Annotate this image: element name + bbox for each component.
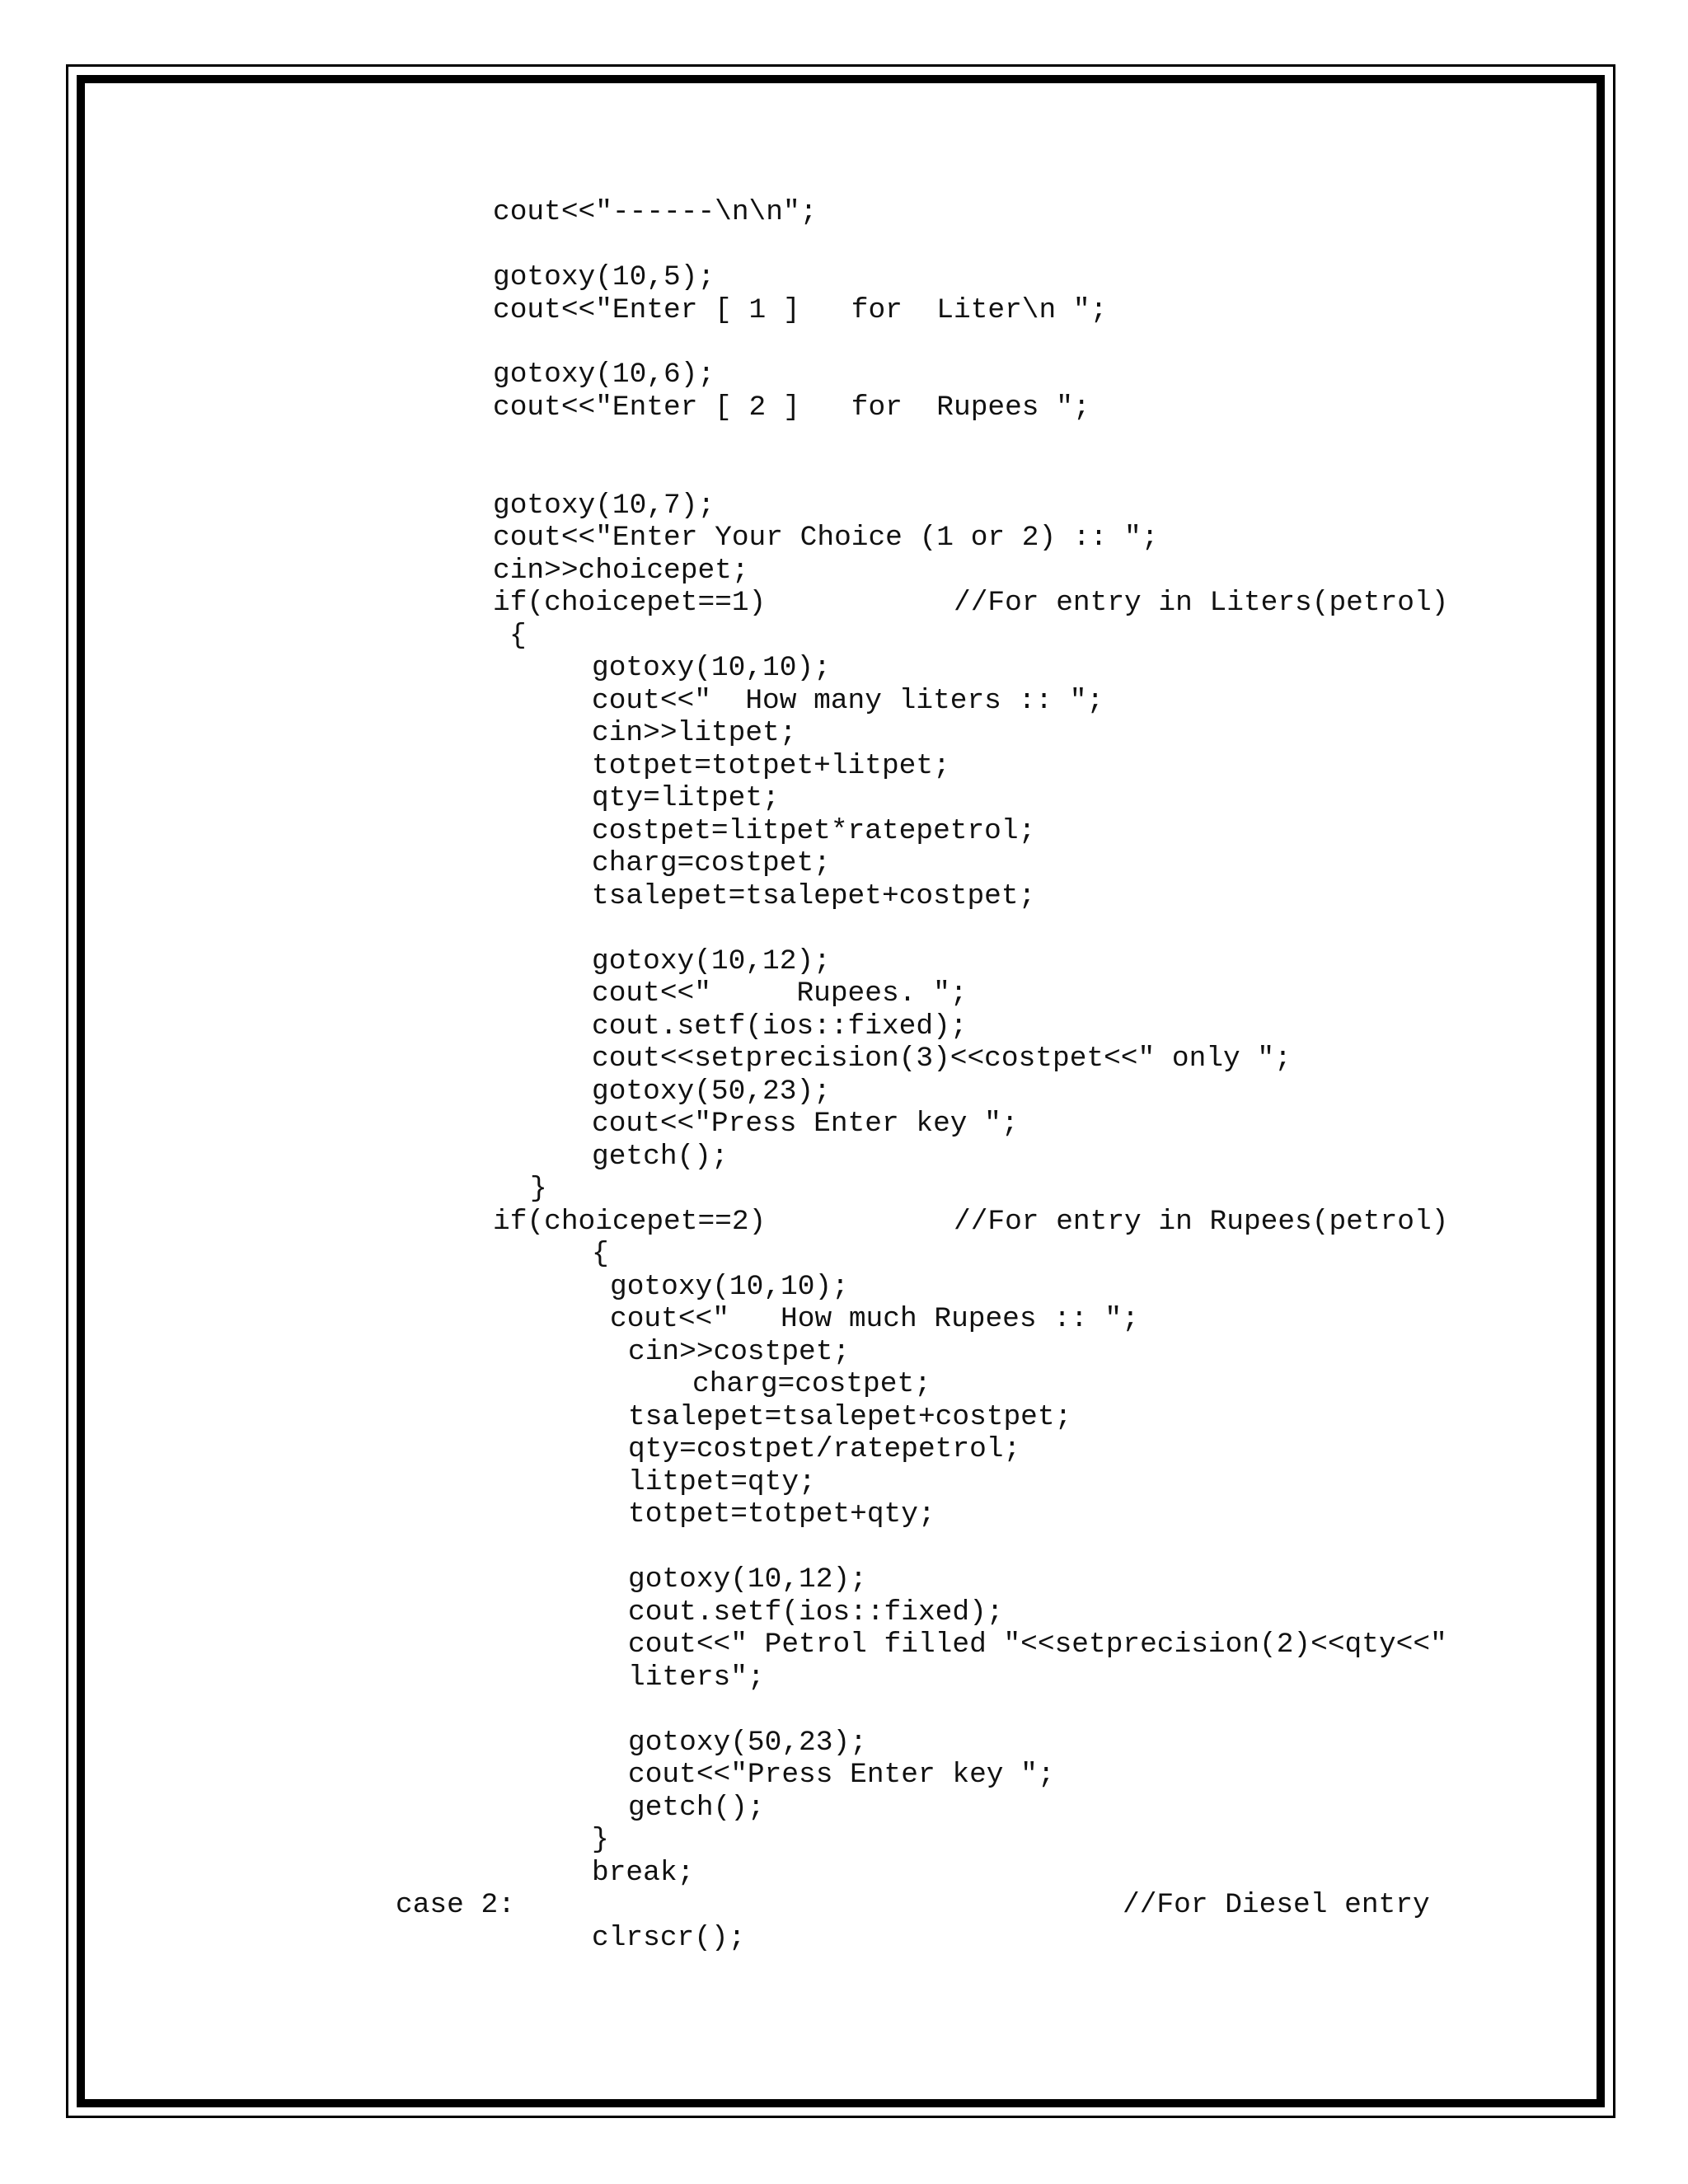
code-line: } bbox=[530, 1173, 547, 1205]
code-line: cout<<"Enter [ 2 ] for Rupees "; bbox=[493, 391, 1090, 424]
code-line: getch(); bbox=[628, 1792, 765, 1824]
code-line: getch(); bbox=[592, 1141, 729, 1173]
code-line: } bbox=[592, 1824, 609, 1856]
code-line: cout.setf(ios::fixed); bbox=[628, 1596, 1004, 1629]
code-line: gotoxy(10,6); bbox=[493, 359, 715, 391]
code-line: cout<<"Enter Your Choice (1 or 2) :: "; bbox=[493, 522, 1159, 554]
code-line: charg=costpet; bbox=[592, 847, 831, 879]
code-line: clrscr(); bbox=[592, 1922, 746, 1954]
code-line: if(choicepet==1) //For entry in Liters(petrol) bbox=[493, 587, 1449, 619]
code-line: charg=costpet; bbox=[692, 1368, 931, 1400]
code-line: gotoxy(50,23); bbox=[592, 1076, 831, 1108]
code-line: cout<<" How much Rupees :: "; bbox=[610, 1303, 1139, 1335]
code-line: { bbox=[509, 620, 527, 652]
code-line: gotoxy(10,5); bbox=[493, 261, 715, 293]
code-line: gotoxy(10,12); bbox=[628, 1563, 867, 1596]
code-line: tsalepet=tsalepet+costpet; bbox=[592, 880, 1036, 912]
code-line: qty=litpet; bbox=[592, 782, 780, 814]
code-line: gotoxy(10,10); bbox=[592, 652, 831, 684]
code-line: cout<<" Rupees. "; bbox=[592, 977, 968, 1010]
code-line: cin>>costpet; bbox=[628, 1336, 851, 1368]
code-line: cout<<" How many liters :: "; bbox=[592, 685, 1104, 717]
code-line: case 2: bbox=[396, 1889, 515, 1921]
code-line: cout<<"Press Enter key "; bbox=[628, 1759, 1055, 1791]
code-line: costpet=litpet*ratepetrol; bbox=[592, 815, 1036, 847]
code-line: tsalepet=tsalepet+costpet; bbox=[628, 1401, 1072, 1433]
code-line: break; bbox=[592, 1857, 695, 1889]
code-line: liters"; bbox=[628, 1661, 765, 1694]
code-line: cout.setf(ios::fixed); bbox=[592, 1010, 968, 1043]
code-line: litpet=qty; bbox=[628, 1466, 816, 1498]
code-line: cout<<" Petrol filled "<<setprecision(2)<<qty<<" bbox=[628, 1629, 1447, 1661]
code-line: gotoxy(50,23); bbox=[628, 1727, 867, 1759]
code-line: cout<<setprecision(3)<<costpet<<" only "; bbox=[592, 1043, 1292, 1075]
code-line: cout<<"Enter [ 1 ] for Liter\n "; bbox=[493, 294, 1108, 326]
code-line: cin>>litpet; bbox=[592, 717, 797, 749]
code-line: gotoxy(10,12); bbox=[592, 945, 831, 977]
code-comment: //For Diesel entry bbox=[1123, 1889, 1430, 1921]
code-line: totpet=totpet+qty; bbox=[628, 1498, 935, 1530]
code-line: totpet=totpet+litpet; bbox=[592, 750, 950, 782]
code-line: qty=costpet/ratepetrol; bbox=[628, 1433, 1021, 1465]
code-line: gotoxy(10,7); bbox=[493, 490, 715, 522]
code-line: cout<<"Press Enter key "; bbox=[592, 1108, 1019, 1140]
code-line: cout<<"------\n\n"; bbox=[493, 196, 818, 228]
code-line: cin>>choicepet; bbox=[493, 555, 749, 587]
code-line: { bbox=[592, 1238, 609, 1270]
code-line: gotoxy(10,10); bbox=[610, 1271, 849, 1303]
code-line: if(choicepet==2) //For entry in Rupees(petrol) bbox=[493, 1206, 1449, 1238]
